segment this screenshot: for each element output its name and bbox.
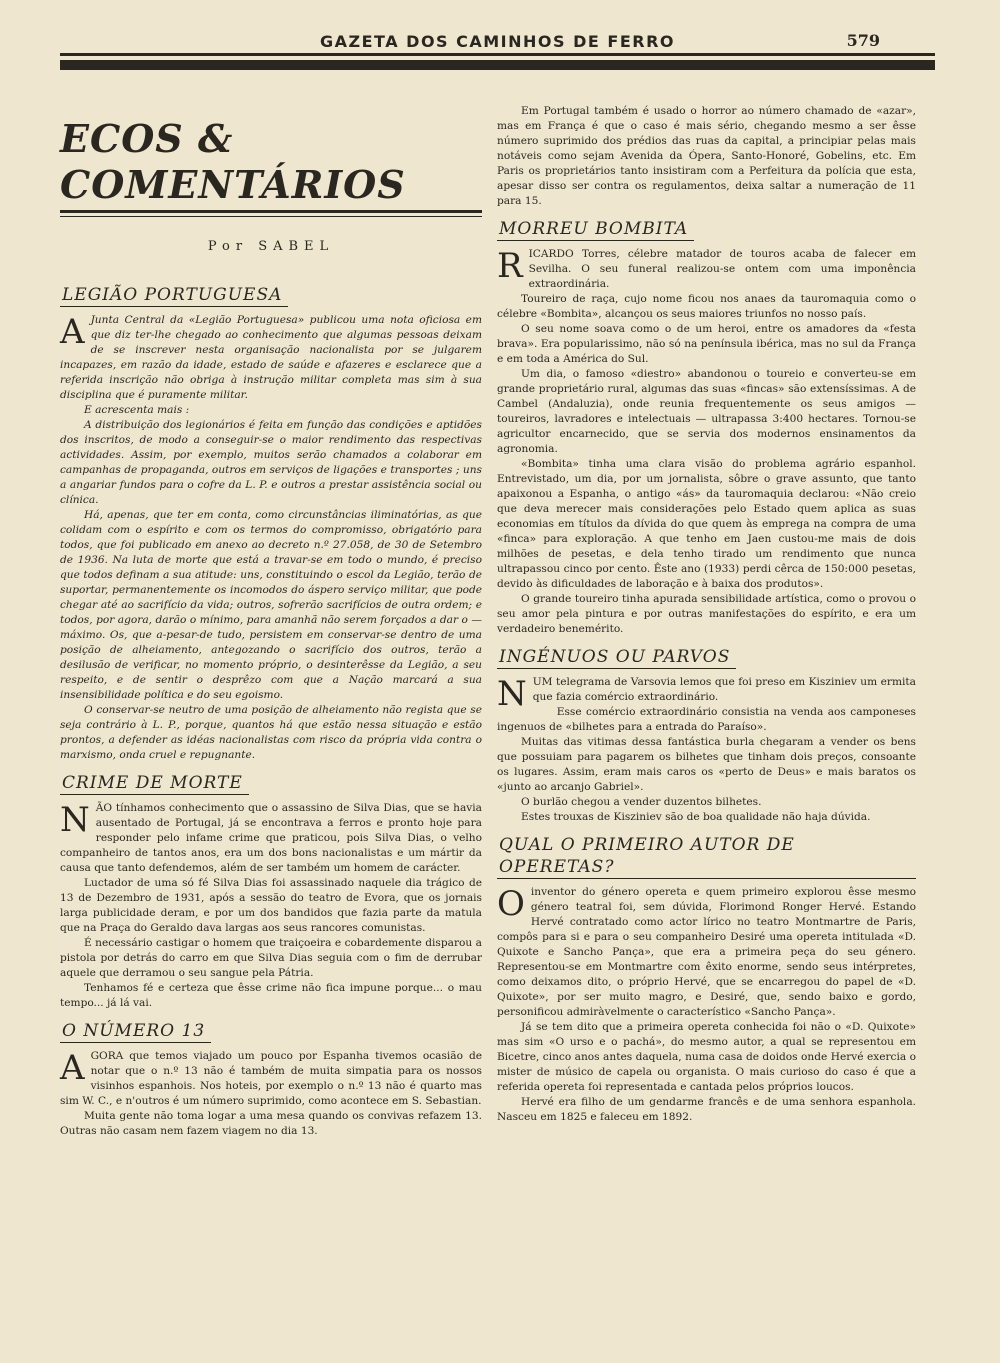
section-title: O NÚMERO 13 (60, 1020, 211, 1043)
paragraph: É necessário castigar o homem que traiçoeira e cobardemente disparou a pistola por detrás do carro em que Silva Dias seguia com o fim de derrubar aquele que derramou o seu sangue pela Pátria. (60, 937, 482, 979)
paragraph: NÃO tínhamos conhecimento que o assassino de Silva Dias, que se havia ausentado de Portugal, já se encontrava a ferros e pronto hoje para responder pelo infame crime que praticou, pois Silva Dias, o velho companheiro de tantos anos, era um dos bons nacionalistas e um mártir da causa que tanto defendemos, além de ser também um homem de carácter. (60, 800, 482, 874)
title-rule-thin (60, 216, 482, 217)
section-numero-13 (60, 1020, 482, 1139)
section-title: CRIME DE MORTE (60, 772, 249, 795)
paragraph: A distribuição dos legionários é feita em função das condições e aptidões dos inscritos, de modo a conseguir-se o maior rendimento das respectivas actividades. Assim, por exemplo, muitos serão chamados a colaborar em campanhas de propaganda, outros em serviços de ligações e transportes ; uns a angariar fundos para o cofre da L. P. e outros a prestar assistência social ou clínica. (60, 419, 482, 506)
paragraph: O conservar-se neutro de uma posição de alheiamento não regista que se seja contrário à L. P., porque, quantos há que estão nessa situação e estão prontos, a defender as idéas nacionalistas com risco da própria vida contra o marxismo, onda cruel e repugnante. (60, 704, 482, 761)
paragraph: AGORA que temos viajado um pouco por Espanha tivemos ocasião de notar que o n.º 13 não é também de muita simpatia para os nossos visinhos espanhois. Nos hoteis, por exemplo o n.º 13 não é quarto mas sim W. C., e n'outros é um número suprimido, como acontece em S. Sebastian. (60, 1048, 482, 1107)
section-legiao (60, 284, 482, 763)
left-column (60, 104, 482, 1148)
page-title: ECOS & COMENTÁRIOS (60, 116, 406, 207)
paragraph: Luctador de uma só fé Silva Dias foi assassinado naquele dia trágico de 13 de Dezembro de 1931, após a sessão do teatro de Evora, que os jornais larga publicidade deram, e por um dos bandidos que fazia parte da matula que na Praça do Geraldo dava largas aos seus rancores comunistas. (60, 877, 482, 934)
masthead (60, 22, 935, 74)
paragraph: Há, apenas, que ter em conta, como circunstâncias iliminatórias, as que colidam com o espírito e com os termos do compromisso, obrigatório para todos, que foi publicado em anexo ao decreto n.º 27.058, de 30 de Setembro de 1936. Na luta de morte que está a travar-se em todo o mundo, é preciso que todos definam a sua atitude: uns, constituindo o escol da Legião, terão de suportar, permanentemente os incomodos do áspero serviço militar, que pode chegar até ao sacrifício da vida; outros, sofrerão sacrifícios de outra ordem; e todos, por agora, darão o mínimo, para amanhã não serem forçados a dar o —máximo. Os, que a-pesar-de tudo, persistem em conservar-se dentro de uma posição de alheiamento, antegozando o sacrifício dos outros, terão a desilusão de verificar, no momento próprio, o desinterêsse da Legião, a seu respeito, e de sentir o desprêzo com que a Nação marcará a sua insensibilidade política e do seu egoismo. (60, 509, 482, 701)
drop-cap: N (497, 674, 527, 714)
section-title: MORREU BOMBITA (497, 218, 694, 241)
paragraph: «Bombita» tinha uma clara visão do problema agrário espanhol. Entrevistado, um dia, por um jornalista, sôbre o grave assunto, que tanto apaixonou a Espanha, o antigo «ás» da tauromaquia declarou: «Não creio que deva merecer mais considerações pelo Estado quem aplica as suas economias em títulos da dívida do que quem às emprega na compra de uma «finca» para exploração. A que tenho em Jaen custou-me mais de dois milhões de pesetas, e dela tenho tirado um rendimento que nunca ultrapassou cinco por cento. Êste ano (1933) perdi cêrca de 150:000 pesetas, devido às dificuldades de laboração e à baixa dos produtos». (497, 458, 916, 590)
paragraph: Estes trouxas de Kisziniev são de boa qualidade não haja dúvida. (521, 811, 871, 823)
paragraph: NUM telegrama de Varsovia lemos que foi preso em Kisziniev um ermita que fazia comércio extraordinário. (497, 674, 916, 714)
byline: Por SABEL (207, 239, 335, 254)
publication-title: GAZETA DOS CAMINHOS DE FERRO (319, 32, 675, 51)
paragraph: Esse comércio extraordinário consistia na venda aos camponeses ingenuos de «bilhetes para a entrada do Paraíso». (497, 706, 916, 733)
paragraph: O seu nome soava como o de um heroi, entre os amadores da «festa brava». Era popularissimo, não só na península ibérica, mas no sul da França e em toda a América do Sul. (497, 323, 916, 365)
paragraph: Hervé era filho de um gendarme francês e de uma senhora espanhola. Nasceu em 1825 e faleceu em 1892. (497, 1096, 916, 1123)
section-title: QUAL O PRIMEIRO AUTOR DE OPERETAS? (497, 834, 916, 879)
paragraph: Oinventor do género opereta e quem primeiro explorou êsse mesmo género teatral foi, sem dúvida, Florimond Ronger Hervé. Estando Hervé contratado como actor lírico no teatro Montmartre de Paris, compôs para si e para o seu companheiro Desiré uma opereta intitulada «D. Quixote e Sancho Pança», que era a primeira peça do seu género. Representou-se em Montmartre com êxito enorme, sendo seus intérpretes, como deixamos dito, o próprio Hervé, que se encarregou do papel de «D. Quixote», por ser muito magro, e Desiré, que, sendo baixo e gordo, personificou admiràvelmente o característico «Sancho Pança». (497, 884, 916, 1018)
paragraph: Um dia, o famoso «diestro» abandonou o toureio e converteu-se em grande proprietário rural, algumas das suas «fincas» são extensíssimas. A de Cambel (Andaluzia), onde reunia frequentemente os seus amigos — toureiros, lavradores e intelectuais — ultrapassa 3:400 hectares. Tornou-se agricultor encarnecido, que se servia dos modernos ensinamentos da agronomia. (497, 368, 916, 455)
paragraph: E acrescenta mais : (84, 404, 190, 416)
paragraph: O burlão chegou a vender duzentos bilhetes. (521, 796, 762, 808)
paragraph: Em Portugal também é usado o horror ao número chamado de «azar», mas em França é que o caso é mais sério, chegando mesmo a ser êsse número suprimido dos prédios das ruas da capital, a principiar pelas mais notáveis como sejam Avenida da Ópera, Santo-Honoré, Gobelins, etc. Em Paris os proprietários tanto insistiram com a Perfeitura da polícia que esta, apesar disso ser contra os regulamentos, deixa saltar a numeração de 11 para 15. (497, 105, 916, 207)
section-ingenuos (497, 646, 916, 825)
drop-cap: N (60, 800, 90, 840)
paragraph: Muitas das vitimas dessa fantástica burla chegaram a vender os bens que possuiam para pagarem os bilhetes que tinham dois preços, consoante os lugares. Assim, eram mais caros os «perto de Deus» e mais baratos os «junto ao arcanjo Gabriel». (497, 736, 916, 793)
drop-cap: O (497, 884, 525, 924)
section-title: LEGIÃO PORTUGUESA (60, 284, 288, 307)
paragraph: A Junta Central da «Legião Portuguesa» publicou uma nota oficiosa em que diz ter-lhe chegado ao conhecimento que algumas pessoas deixam de se inscrever nesta organisação nacionalista por se julgarem incapazes, em razão da idade, estado de saúde e afazeres e esclarece que a referida inscrição não obriga à instrução militar completa mas sim à sua disciplina que é puramente militar. (60, 312, 482, 401)
section-bombita (497, 218, 916, 637)
masthead-rule-thick (60, 60, 935, 70)
title-rule (60, 210, 482, 213)
page-number: 579 (846, 31, 880, 50)
paragraph: Já se tem dito que a primeira opereta conhecida foi não o «D. Quixote» mas sim «O urso e o pachá», do mesmo autor, a qual se representou em Bicetre, cinco anos antes daquela, numa casa de doidos onde Hervé exercia o mister de músico de capela ou organista. O mais curioso do caso é que a referida opereta foi representada e cantada pelos próprios loucos. (497, 1021, 916, 1093)
section-title: INGÉNUOS OU PARVOS (497, 646, 736, 669)
paragraph: RICARDO Torres, célebre matador de touros acaba de falecer em Sevilha. O seu funeral realizou-se ontem com uma imponência extraordinária. (497, 246, 916, 290)
section-operetas (497, 834, 916, 1125)
right-column (497, 104, 916, 1134)
drop-cap: A (60, 1048, 85, 1088)
drop-cap: R (497, 246, 523, 286)
masthead-rule (60, 53, 935, 56)
paragraph: Toureiro de raça, cujo nome ficou nos anaes da tauromaquia como o célebre «Bombita», alcançou os seus maiores triunfos no nosso país. (497, 293, 916, 320)
paragraph: O grande toureiro tinha apurada sensibilidade artística, como o provou o seu amor pela pintura e por outras manifestações do espírito, e era um verdadeiro benemérito. (497, 593, 916, 635)
paragraph: Tenhamos fé e certeza que êsse crime não fica impune porque... o mau tempo... já lá vai. (60, 982, 482, 1009)
drop-cap: A (60, 312, 85, 352)
section-numero-13-continued (497, 104, 916, 209)
paragraph: Muita gente não toma logar a uma mesa quando os convivas refazem 13. Outras não casam nem fazem viagem no dia 13. (60, 1110, 482, 1137)
section-crime (60, 772, 482, 1011)
